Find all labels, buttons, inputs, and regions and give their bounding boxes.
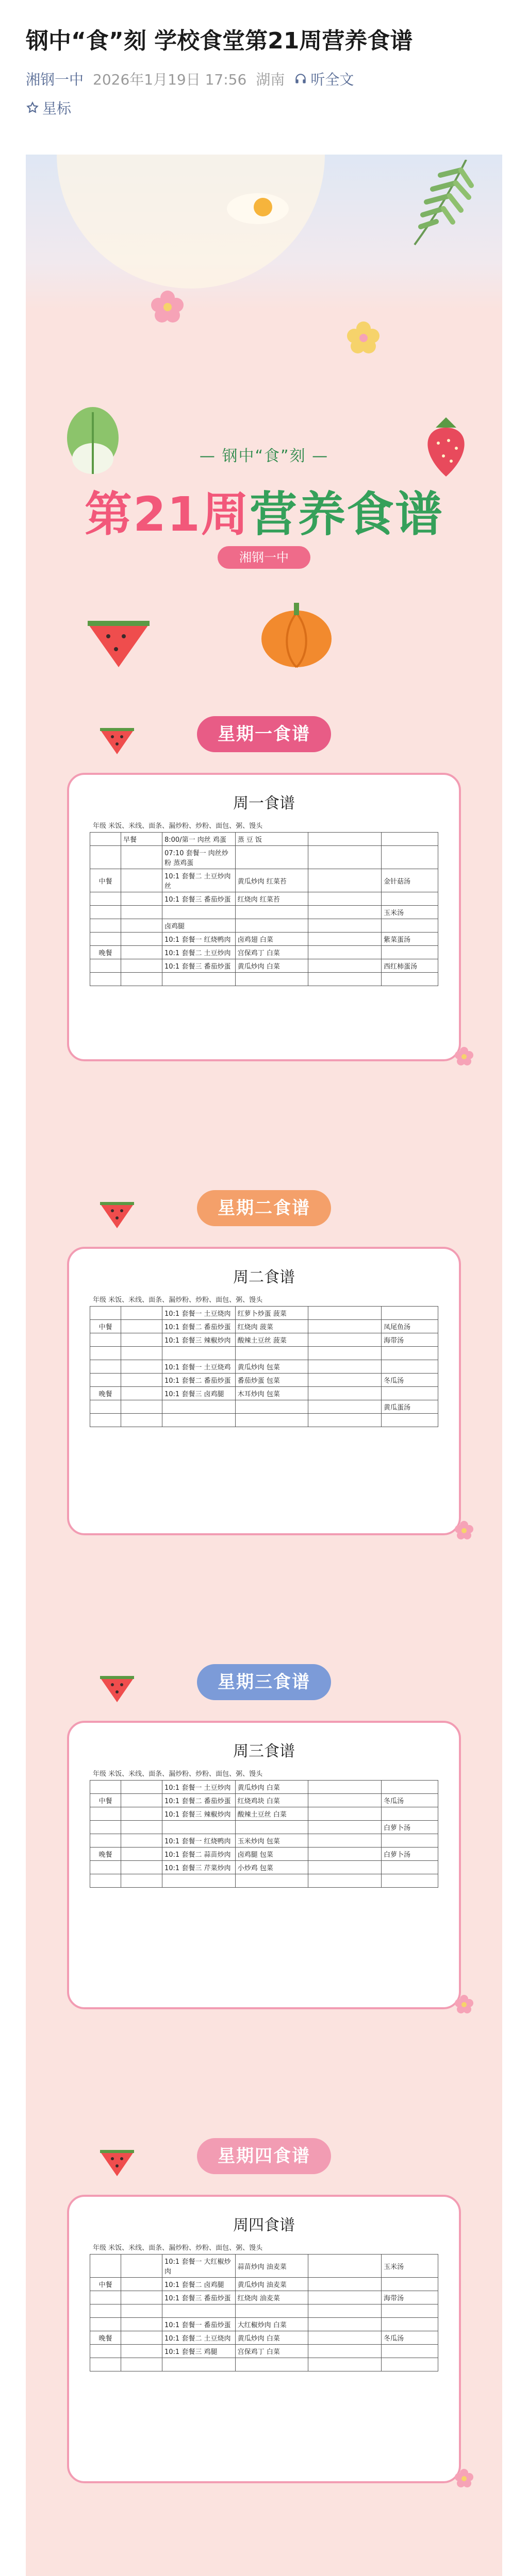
table-cell [382, 919, 438, 933]
table-cell [235, 906, 308, 919]
cabbage-icon [62, 402, 124, 479]
table-cell [90, 1360, 121, 1374]
table-cell [308, 906, 382, 919]
table-cell [121, 1848, 162, 1861]
table-cell [121, 1781, 162, 1794]
table-cell: 10:1 套餐一 番茄炒蛋 [162, 2318, 236, 2331]
table-cell: 金针菇汤 [382, 869, 438, 892]
table-cell: 卤鸡腿 包菜 [235, 1848, 308, 1861]
table-cell: 10:1 套餐一 红烧鸭肉 [162, 933, 236, 946]
table-row [90, 1360, 438, 1374]
table-cell [235, 1874, 308, 1888]
table-cell [162, 2358, 236, 2371]
watermelon-icon [82, 613, 155, 670]
table-row [90, 1794, 438, 1807]
menu-header: 年级 米饭、米线、面条、漏炒粉、炒粉、面包、粥、馒头 [93, 822, 263, 830]
table-cell [121, 2345, 162, 2358]
table-cell [308, 1320, 382, 1333]
table-cell [308, 1821, 382, 1834]
table-cell [308, 1387, 382, 1400]
table-cell [308, 1834, 382, 1848]
table-cell: 大红椒炒肉 白菜 [235, 2318, 308, 2331]
table-cell [382, 1861, 438, 1874]
table-cell [121, 1414, 162, 1427]
table-cell [235, 1347, 308, 1360]
table-cell [308, 933, 382, 946]
table-cell [121, 1807, 162, 1821]
table-row [90, 2278, 438, 2291]
table-cell [90, 1874, 121, 1888]
flower-icon [454, 2468, 474, 2488]
table-cell: 酸辣土豆丝 白菜 [235, 1807, 308, 1821]
table-cell [90, 973, 121, 986]
fried-egg-icon [222, 185, 294, 227]
day-menu-card [67, 2195, 461, 2483]
table-cell [308, 2291, 382, 2304]
watermelon-icon [98, 726, 136, 755]
table-cell [235, 2304, 308, 2318]
table-cell [90, 1821, 121, 1834]
watermelon-icon [98, 1674, 136, 1703]
table-cell [308, 946, 382, 959]
account-name[interactable]: 湘钢一中 [26, 71, 84, 89]
table-cell: 10:1 套餐三 番茄炒蛋 [162, 2291, 236, 2304]
table-cell [382, 1807, 438, 1821]
table-cell: 黄瓜蛋汤 [382, 1400, 438, 1414]
table-cell: 冬瓜汤 [382, 1794, 438, 1807]
table-cell: 10:1 套餐三 鸡腿 [162, 2345, 236, 2358]
star-label: 星标 [42, 100, 72, 117]
table-row [90, 869, 438, 892]
table-cell: 紫菜蛋汤 [382, 933, 438, 946]
table-cell [90, 933, 121, 946]
table-cell [308, 1347, 382, 1360]
table-row [90, 2345, 438, 2358]
menu-table [90, 832, 438, 986]
menu-poster [26, 155, 502, 2576]
table-row [90, 959, 438, 973]
table-cell: 木耳炒肉 包菜 [235, 1387, 308, 1400]
table-cell [382, 1874, 438, 1888]
day-label: 星期二食谱 [197, 1190, 331, 1226]
table-cell: 黄瓜炒肉 红菜苔 [235, 869, 308, 892]
table-cell [90, 959, 121, 973]
table-cell: 晚餐 [90, 2331, 121, 2345]
menu-table [90, 2254, 438, 2371]
table-cell [162, 1400, 236, 1414]
publish-date: 2026年1月19日 17:56 [93, 71, 247, 89]
day-label: 星期三食谱 [197, 1664, 331, 1700]
brand-line: — 钢中“食”刻 — [199, 447, 329, 465]
table-cell: 10:1 套餐三 番茄炒蛋 [162, 959, 236, 973]
table-cell [90, 2255, 121, 2278]
table-row [90, 846, 438, 869]
table-row [90, 1834, 438, 1848]
table-cell [90, 1781, 121, 1794]
table-cell [308, 846, 382, 869]
table-cell [90, 833, 121, 846]
table-cell [90, 906, 121, 919]
table-row [90, 1848, 438, 1861]
table-cell: 玉米汤 [382, 906, 438, 919]
table-cell [382, 2304, 438, 2318]
table-cell [235, 1821, 308, 1834]
table-cell [121, 2278, 162, 2291]
table-cell [121, 1374, 162, 1387]
table-cell [308, 1374, 382, 1387]
table-cell [121, 869, 162, 892]
table-cell [90, 2291, 121, 2304]
table-cell: 黄瓜炒肉 白菜 [235, 959, 308, 973]
table-cell [308, 1333, 382, 1347]
table-cell [308, 892, 382, 906]
table-cell [382, 892, 438, 906]
table-cell: 10:1 套餐三 卤鸡腿 [162, 1387, 236, 1400]
table-cell: 白萝卜汤 [382, 1848, 438, 1861]
table-cell [235, 973, 308, 986]
table-cell [121, 1333, 162, 1347]
table-cell: 10:1 套餐一 红烧鸭肉 [162, 1834, 236, 1848]
table-cell: 早餐 [121, 833, 162, 846]
table-cell [90, 892, 121, 906]
table-cell: 红萝卜炒蛋 菠菜 [235, 1307, 308, 1320]
table-cell: 黄瓜炒肉 油麦菜 [235, 2278, 308, 2291]
table-cell [90, 1834, 121, 1848]
table-cell [121, 1347, 162, 1360]
table-cell: 07:10 套餐一 肉丝炒粉 蒸鸡蛋 [162, 846, 236, 869]
table-cell: 10:1 套餐一 土豆烧鸡 [162, 1360, 236, 1374]
table-cell [308, 1848, 382, 1861]
card-title: 周三食谱 [233, 1742, 295, 1760]
card-title: 周四食谱 [233, 2216, 295, 2234]
table-cell [162, 1414, 236, 1427]
table-cell [382, 2318, 438, 2331]
table-cell [235, 1414, 308, 1427]
poster-title [26, 477, 502, 545]
table-cell [90, 1374, 121, 1387]
table-cell [308, 959, 382, 973]
table-cell [382, 2345, 438, 2358]
table-cell [90, 1307, 121, 1320]
table-cell [90, 1861, 121, 1874]
table-cell: 蒸 豆 饭 [235, 833, 308, 846]
table-cell [162, 1874, 236, 1888]
table-cell [382, 946, 438, 959]
table-cell [235, 1400, 308, 1414]
table-cell [121, 933, 162, 946]
table-cell: 10:1 套餐二 番茄炒蛋 [162, 1794, 236, 1807]
table-cell [121, 2304, 162, 2318]
table-cell [121, 892, 162, 906]
table-row [90, 1307, 438, 1320]
table-cell [382, 833, 438, 846]
table-cell: 卤鸡腿 [162, 919, 236, 933]
table-cell: 晚餐 [90, 1848, 121, 1861]
day-label: 星期一食谱 [197, 716, 331, 752]
table-cell [162, 973, 236, 986]
table-cell [308, 1360, 382, 1374]
table-cell: 10:1 套餐三 辣椒炒肉 [162, 1807, 236, 1821]
table-row [90, 1414, 438, 1427]
table-cell [308, 1307, 382, 1320]
table-row [90, 2255, 438, 2278]
table-row [90, 2358, 438, 2371]
table-cell [121, 1307, 162, 1320]
table-cell: 蒜苗炒肉 油麦菜 [235, 2255, 308, 2278]
table-cell [382, 1781, 438, 1794]
table-cell [382, 973, 438, 986]
star-button[interactable] [26, 97, 502, 118]
table-cell: 凤尾鱼汤 [382, 1320, 438, 1333]
table-cell [308, 1807, 382, 1821]
publish-region: 湖南 [256, 71, 285, 89]
table-cell [90, 1347, 121, 1360]
table-cell: 中餐 [90, 2278, 121, 2291]
table-cell [90, 1414, 121, 1427]
table-cell: 番茄炒蛋 包菜 [235, 1374, 308, 1387]
table-cell [121, 2358, 162, 2371]
table-cell [121, 1794, 162, 1807]
table-cell: 红烧肉 红菜苔 [235, 892, 308, 906]
table-row [90, 2318, 438, 2331]
table-cell: 10:1 套餐二 土豆炒肉丝 [162, 869, 236, 892]
table-row [90, 1400, 438, 1414]
table-cell [162, 2304, 236, 2318]
headphones-icon [294, 72, 307, 86]
table-cell [121, 1320, 162, 1333]
table-cell [382, 846, 438, 869]
flower-icon [454, 1046, 474, 1066]
table-cell [121, 973, 162, 986]
table-cell [121, 2255, 162, 2278]
day-menu-card [67, 1721, 461, 2009]
table-cell: 晚餐 [90, 1387, 121, 1400]
day-label: 星期四食谱 [197, 2138, 331, 2174]
table-row [90, 1347, 438, 1360]
table-cell: 黄瓜炒肉 白菜 [235, 1781, 308, 1794]
table-cell [382, 1387, 438, 1400]
flower-icon [345, 319, 382, 355]
table-cell: 10:1 套餐二 土豆炒肉 [162, 946, 236, 959]
table-cell: 宫保鸡丁 白菜 [235, 946, 308, 959]
table-cell [121, 2318, 162, 2331]
table-cell [308, 2318, 382, 2331]
table-cell [90, 846, 121, 869]
table-cell: 红烧肉 油麦菜 [235, 2291, 308, 2304]
table-cell [382, 2358, 438, 2371]
table-row [90, 1821, 438, 1834]
listen-button[interactable] [294, 69, 354, 89]
table-row [90, 1374, 438, 1387]
table-cell [235, 846, 308, 869]
table-cell [121, 2331, 162, 2345]
watermelon-icon [98, 2148, 136, 2177]
table-cell [121, 1387, 162, 1400]
table-cell: 10:1 套餐二 番茄炒蛋 [162, 1320, 236, 1333]
table-cell [382, 2278, 438, 2291]
table-cell: 西红柿蛋汤 [382, 959, 438, 973]
article-meta [26, 69, 502, 89]
table-cell: 10:1 套餐三 辣椒炒肉 [162, 1333, 236, 1347]
table-row [90, 892, 438, 906]
table-cell: 10:1 套餐二 土豆烧肉 [162, 2331, 236, 2345]
table-cell: 中餐 [90, 1320, 121, 1333]
card-title: 周一食谱 [233, 794, 295, 812]
table-cell [308, 1400, 382, 1414]
table-cell [121, 2291, 162, 2304]
table-cell: 酸辣土豆丝 菠菜 [235, 1333, 308, 1347]
table-cell: 10:1 套餐二 番茄炒蛋 [162, 1374, 236, 1387]
table-row [90, 1387, 438, 1400]
table-row [90, 906, 438, 919]
table-cell [162, 1347, 236, 1360]
table-cell [121, 959, 162, 973]
table-cell [308, 1861, 382, 1874]
pumpkin-icon [258, 598, 335, 670]
table-cell [308, 1414, 382, 1427]
table-cell [308, 2331, 382, 2345]
table-row [90, 2291, 438, 2304]
menu-table [90, 1306, 438, 1427]
table-cell: 玉米汤 [382, 2255, 438, 2278]
table-cell [308, 2255, 382, 2278]
table-cell [382, 1834, 438, 1848]
table-cell [308, 2278, 382, 2291]
table-cell [308, 2304, 382, 2318]
table-cell [162, 906, 236, 919]
table-cell: 10:1 套餐三 番茄炒蛋 [162, 892, 236, 906]
table-cell [308, 2358, 382, 2371]
table-cell: 海带汤 [382, 2291, 438, 2304]
flower-icon [454, 1994, 474, 2014]
flower-icon [150, 289, 186, 325]
table-cell [90, 1807, 121, 1821]
table-cell: 黄瓜炒肉 白菜 [235, 2331, 308, 2345]
table-cell: 白萝卜汤 [382, 1821, 438, 1834]
table-cell [308, 869, 382, 892]
table-cell [308, 2345, 382, 2358]
article-title: 钢中“食”刻 学校食堂第21周营养食谱 [26, 28, 413, 54]
table-row [90, 1320, 438, 1333]
table-cell: 晚餐 [90, 946, 121, 959]
watermelon-icon [98, 1200, 136, 1229]
table-cell: 海带汤 [382, 1333, 438, 1347]
day-menu-card [67, 1247, 461, 1535]
table-row [90, 1781, 438, 1794]
table-cell [162, 1821, 236, 1834]
table-cell: 10:1 套餐一 大红椒炒肉 [162, 2255, 236, 2278]
table-cell [121, 1400, 162, 1414]
table-cell [90, 2345, 121, 2358]
table-cell: 宫保鸡丁 白菜 [235, 2345, 308, 2358]
table-cell [121, 1360, 162, 1374]
day-menu-card [67, 773, 461, 1061]
table-cell [121, 946, 162, 959]
menu-header: 年级 米饭、米线、面条、漏炒粉、炒粉、面包、粥、馒头 [93, 1770, 263, 1778]
star-icon [26, 101, 39, 114]
table-cell [235, 919, 308, 933]
menu-header: 年级 米饭、米线、面条、漏炒粉、炒粉、面包、粥、馒头 [93, 1296, 263, 1304]
flower-icon [454, 1520, 474, 1540]
table-cell: 10:1 套餐三 芹菜炒肉 [162, 1861, 236, 1874]
table-cell: 玉米炒肉 包菜 [235, 1834, 308, 1848]
table-cell: 10:1 套餐一 土豆炒肉 [162, 1781, 236, 1794]
table-cell [121, 1874, 162, 1888]
table-cell [308, 1781, 382, 1794]
table-cell [90, 1400, 121, 1414]
table-cell: 红烧鸡块 白菜 [235, 1794, 308, 1807]
table-row [90, 933, 438, 946]
table-row [90, 919, 438, 933]
table-cell [382, 1414, 438, 1427]
table-cell [90, 1333, 121, 1347]
table-cell: 卤鸡翅 白菜 [235, 933, 308, 946]
menu-header: 年级 米饭、米线、面条、漏炒粉、炒粉、面包、粥、馒头 [93, 2244, 263, 2252]
table-cell [382, 1307, 438, 1320]
table-cell [121, 919, 162, 933]
table-row [90, 1874, 438, 1888]
listen-label: 听全文 [310, 71, 354, 89]
card-title: 周二食谱 [233, 1268, 295, 1286]
table-cell [90, 2318, 121, 2331]
table-cell: 10:1 套餐二 蒜苗炒肉 [162, 1848, 236, 1861]
table-cell [308, 1874, 382, 1888]
title-accent: 营养食谱 [250, 487, 444, 542]
table-row [90, 946, 438, 959]
table-cell [90, 2304, 121, 2318]
table-row [90, 2304, 438, 2318]
table-cell: 黄瓜炒肉 包菜 [235, 1360, 308, 1374]
table-row [90, 1861, 438, 1874]
table-cell [308, 973, 382, 986]
table-cell: 冬瓜汤 [382, 2331, 438, 2345]
menu-table [90, 1780, 438, 1888]
table-row [90, 1333, 438, 1347]
table-cell [382, 1347, 438, 1360]
table-cell [121, 906, 162, 919]
table-cell [121, 1821, 162, 1834]
table-cell [121, 846, 162, 869]
table-cell [121, 1834, 162, 1848]
table-cell [308, 833, 382, 846]
table-cell: 8:00/第一 肉丝 鸡蛋 [162, 833, 236, 846]
table-cell [235, 2358, 308, 2371]
table-cell: 10:1 套餐一 土豆烧肉 [162, 1307, 236, 1320]
table-row [90, 1807, 438, 1821]
table-cell [308, 919, 382, 933]
week-number: 第21周 [84, 487, 250, 542]
table-row [90, 833, 438, 846]
table-cell: 小炒鸡 包菜 [235, 1861, 308, 1874]
school-pill: 湘钢一中 [218, 546, 310, 569]
table-cell: 10:1 套餐二 卤鸡腿 [162, 2278, 236, 2291]
article-header [0, 0, 528, 118]
table-row [90, 973, 438, 986]
poster-hero [26, 155, 502, 696]
table-cell [90, 919, 121, 933]
table-cell [308, 1794, 382, 1807]
table-cell [121, 1861, 162, 1874]
table-cell: 中餐 [90, 869, 121, 892]
table-cell [90, 2358, 121, 2371]
table-row [90, 2331, 438, 2345]
table-cell: 冬瓜汤 [382, 1374, 438, 1387]
table-cell [382, 1360, 438, 1374]
table-cell: 红烧肉 菠菜 [235, 1320, 308, 1333]
table-cell: 中餐 [90, 1794, 121, 1807]
